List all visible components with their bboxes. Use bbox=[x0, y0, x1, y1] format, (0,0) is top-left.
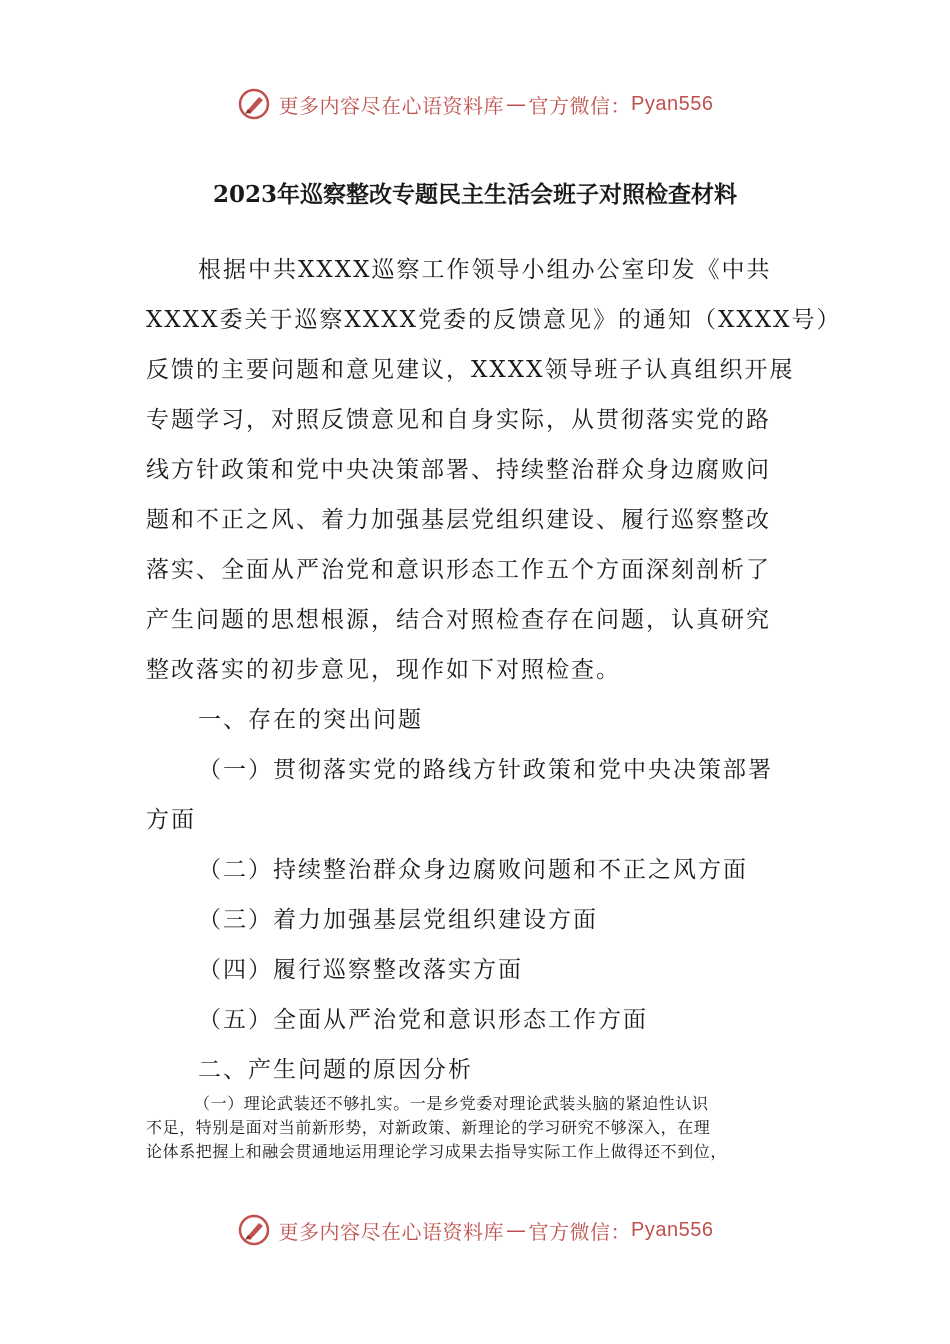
intro-line: 反馈的主要问题和意见建议，XXXX领导班子认真组织开展 bbox=[146, 357, 795, 383]
footer-watermark-banner bbox=[0, 1208, 950, 1252]
paragraph-line: 论体系把握上和融会贯通地运用理论学习成果去指导实际工作上做得还不到位， bbox=[146, 1142, 728, 1161]
banner-main-text: 更多内容尽在心语资料库 bbox=[278, 93, 505, 118]
intro-line: 题和不正之风、着力加强基层党组织建设、履行巡察整改 bbox=[146, 507, 771, 533]
banner-separator: — bbox=[506, 92, 527, 116]
paragraph-line: （一）理论武装还不够扎实。一是乡党委对理论武装头脑的紧迫性认识 bbox=[194, 1094, 709, 1113]
pen-nib-icon bbox=[237, 87, 271, 121]
intro-line: 落实、全面从严治党和意识形态工作五个方面深刻剖析了 bbox=[146, 557, 771, 583]
banner-wechat-id: Pyan556 bbox=[631, 1218, 714, 1241]
banner-main-text: 更多内容尽在心语资料库 bbox=[278, 1219, 505, 1244]
banner-wechat-label: 官方微信： bbox=[528, 1219, 632, 1244]
section1-item: （一）贯彻落实党的路线方针政策和党中央决策部署 bbox=[198, 757, 773, 783]
intro-line: XXXX委关于巡察XXXX党委的反馈意见》的通知（XXXX号） bbox=[146, 307, 842, 333]
section1-item: （二）持续整治群众身边腐败问题和不正之风方面 bbox=[198, 857, 748, 883]
header-watermark-banner bbox=[0, 82, 950, 126]
section1-item-continuation: 方面 bbox=[146, 807, 196, 833]
section1-item: （三）着力加强基层党组织建设方面 bbox=[198, 907, 598, 933]
pen-nib-icon bbox=[237, 1213, 271, 1247]
intro-line: 线方针政策和党中央决策部署、持续整治群众身边腐败问 bbox=[146, 457, 771, 483]
intro-line: 根据中共XXXX巡察工作领导小组办公室印发《中共 bbox=[198, 257, 772, 283]
banner-separator: — bbox=[506, 1218, 527, 1242]
section2-paragraph bbox=[146, 1092, 806, 1164]
section1-item: （五）全面从严治党和意识形态工作方面 bbox=[198, 1007, 648, 1033]
intro-line: 整改落实的初步意见，现作如下对照检查。 bbox=[146, 657, 621, 683]
banner-wechat-id: Pyan556 bbox=[631, 92, 714, 115]
intro-line: 专题学习，对照反馈意见和自身实际，从贯彻落实党的路 bbox=[146, 407, 771, 433]
section2-heading: 二、产生问题的原因分析 bbox=[198, 1057, 473, 1083]
banner-wechat-label: 官方微信： bbox=[528, 93, 632, 118]
intro-line: 产生问题的思想根源，结合对照检查存在问题，认真研究 bbox=[146, 607, 771, 633]
section1-heading: 一、存在的突出问题 bbox=[198, 707, 423, 733]
section1-item: （四）履行巡察整改落实方面 bbox=[198, 957, 523, 983]
document-body bbox=[146, 245, 842, 1095]
paragraph-line: 不足，特别是面对当前新形势，对新政策、新理论的学习研究不够深入，在理 bbox=[146, 1118, 711, 1137]
document-title: 2023年巡察整改专题民主生活会班子对照检查材料 bbox=[212, 181, 737, 208]
